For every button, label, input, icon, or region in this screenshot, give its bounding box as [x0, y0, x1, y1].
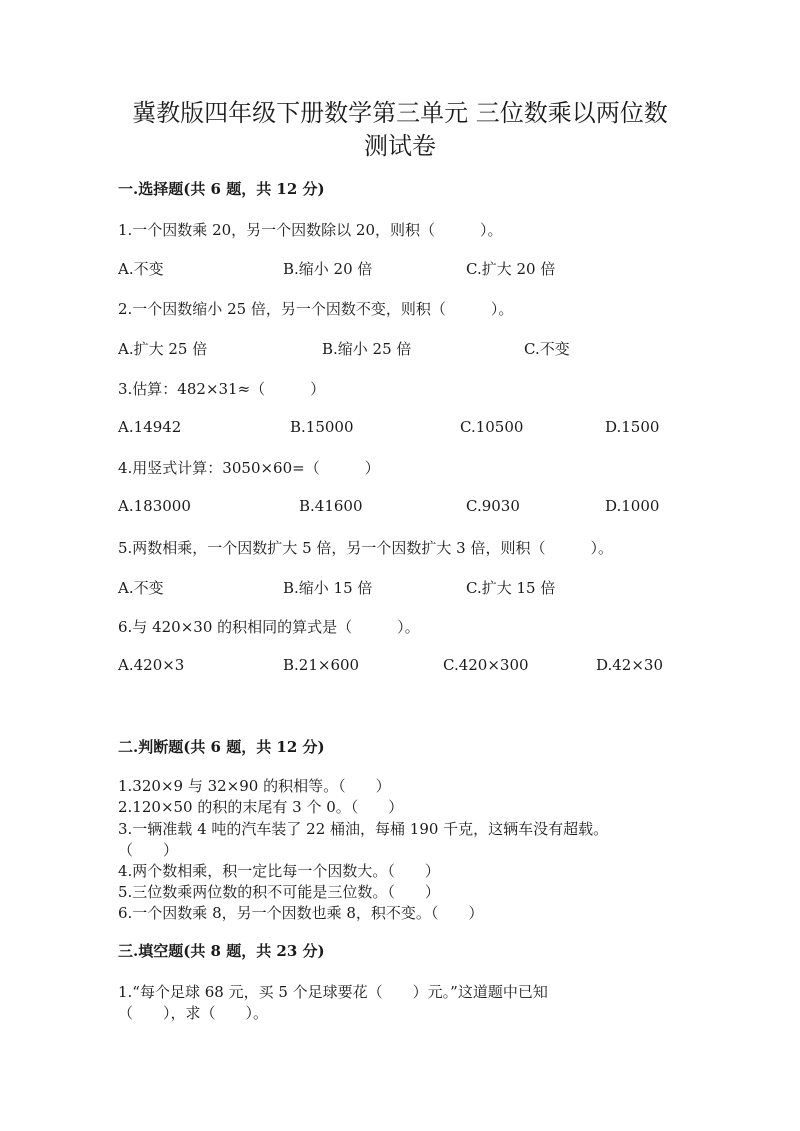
option-c: C.扩大 15 倍: [466, 579, 556, 597]
option-a: A.420×3: [118, 656, 185, 674]
judge-item: 1.320×9 与 32×90 的积相等。（ ）: [118, 777, 391, 795]
option-d: D.42×30: [596, 656, 664, 674]
fill-item: 1.“每个足球 68 元，买 5 个足球要花（ ）元。”这道题中已知: [118, 983, 548, 1001]
option-b: B.缩小 25 倍: [322, 340, 412, 358]
judge-item: 6.一个因数乘 8，另一个因数也乘 8，积不变。（ ）: [118, 904, 484, 922]
option-a: A.不变: [118, 579, 164, 597]
option-c: C.不变: [524, 340, 570, 358]
option-b: B.21×600: [283, 656, 360, 674]
section-heading-choice: 一.选择题(共 6 题，共 12 分): [118, 180, 325, 198]
option-a: A.扩大 25 倍: [118, 340, 208, 358]
option-a: A.不变: [118, 260, 164, 278]
fill-item-continuation: （ ），求（ ）。: [118, 1004, 269, 1022]
judge-item: 4.两个数相乘，积一定比每一个因数大。（ ）: [118, 862, 440, 880]
judge-item: 3.一辆准载 4 吨的汽车装了 22 桶油，每桶 190 千克，这辆车没有超载。: [118, 820, 609, 838]
question-stem: 1.一个因数乘 20，另一个因数除以 20，则积（ ）。: [118, 221, 503, 239]
option-b: B.41600: [299, 497, 363, 515]
question-stem: 6.与 420×30 的积相同的算式是（ ）。: [118, 618, 420, 636]
option-a: A.183000: [118, 497, 191, 515]
section-heading-fill: 三.填空题(共 8 题，共 23 分): [118, 942, 325, 960]
option-d: D.1500: [605, 418, 660, 436]
judge-item: 5.三位数乘两位数的积不可能是三位数。（ ）: [118, 883, 440, 901]
option-c: C.10500: [460, 418, 524, 436]
option-c: C.扩大 20 倍: [466, 260, 556, 278]
page-title-line2: 测试卷: [364, 132, 436, 160]
option-c: C.9030: [466, 497, 520, 515]
question-stem: 3.估算：482×31≈（ ）: [118, 380, 326, 398]
option-b: B.缩小 20 倍: [283, 260, 373, 278]
section-heading-judge: 二.判断题(共 6 题，共 12 分): [118, 738, 325, 756]
option-b: B.15000: [290, 418, 354, 436]
question-stem: 4.用竖式计算：3050×60=（ ）: [118, 459, 380, 477]
option-b: B.缩小 15 倍: [283, 579, 373, 597]
option-a: A.14942: [118, 418, 182, 436]
judge-item: 2.120×50 的积的末尾有 3 个 0。（ ）: [118, 798, 404, 816]
question-stem: 2.一个因数缩小 25 倍，另一个因数不变，则积（ ）。: [118, 300, 514, 318]
option-d: D.1000: [605, 497, 660, 515]
judge-item-continuation: （ ）: [118, 841, 179, 859]
question-stem: 5.两数相乘，一个因数扩大 5 倍，另一个因数扩大 3 倍，则积（ ）。: [118, 539, 613, 557]
page-title-line1: 冀教版四年级下册数学第三单元 三位数乘以两位数: [132, 99, 668, 127]
option-c: C.420×300: [443, 656, 529, 674]
